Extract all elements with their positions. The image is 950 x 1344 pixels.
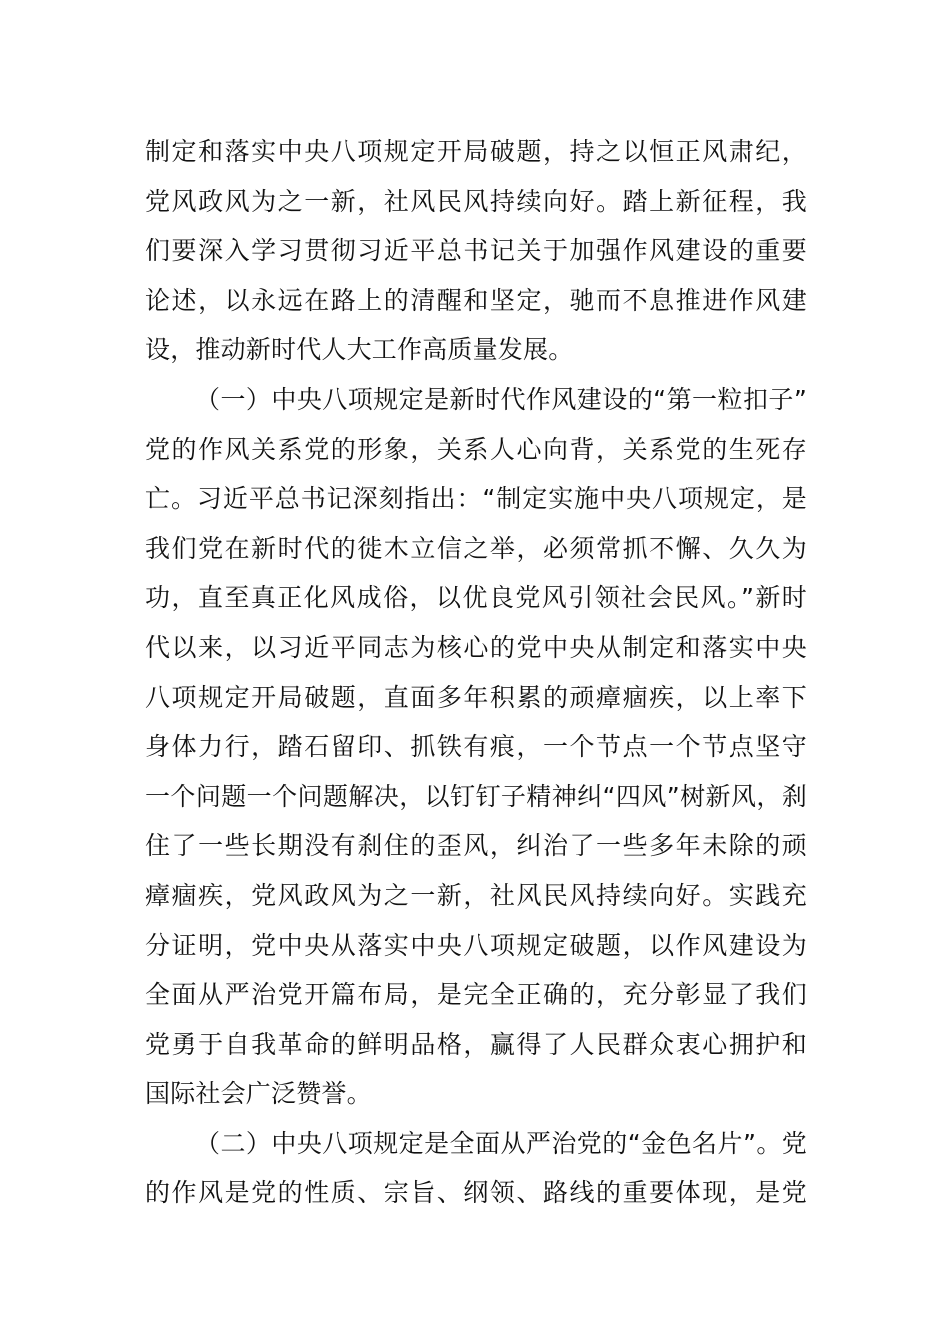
text-line: 国际社会广泛赞誉。 [145, 1079, 372, 1109]
text-line: 我们党在新时代的徙木立信之举，必须常抓不懈、久久为 [145, 533, 807, 563]
text-line: 代以来，以习近平同志为核心的党中央从制定和落实中央 [145, 632, 807, 662]
text-line: 设，推动新时代人大工作高质量发展。 [145, 335, 574, 365]
text-line: 全面从严治党开篇布局，是完全正确的，充分彰显了我们 [145, 980, 807, 1010]
text-line: 的作风是党的性质、宗旨、纲领、路线的重要体现，是党 [145, 1178, 807, 1208]
text-line: 分证明，党中央从落实中央八项规定破题，以作风建设为 [145, 930, 807, 960]
text-line: 一个问题一个问题解决，以钉钉子精神纠“四风”树新风，刹 [145, 781, 807, 811]
text-line: 亡。习近平总书记深刻指出：“制定实施中央八项规定，是 [145, 484, 807, 514]
text-line: 党勇于自我革命的鲜明品格，赢得了人民群众衷心拥护和 [145, 1029, 807, 1059]
text-line: 制定和落实中央八项规定开局破题，持之以恒正风肃纪， [145, 137, 807, 166]
text-line: 党的作风关系党的形象，关系人心向背，关系党的生死存 [145, 434, 807, 464]
text-line: 身体力行，踏石留印、抓铁有痕，一个节点一个节点坚守 [145, 732, 807, 762]
text-line: 住了一些长期没有刹住的歪风，纠治了一些多年未除的顽 [145, 831, 807, 861]
text-line: 论述，以永远在路上的清醒和坚定，驰而不息推进作风建 [145, 285, 807, 315]
section-heading-2: （二）中央八项规定是全面从严治党的“金色名片”。党 [195, 1128, 807, 1158]
text-line: 党风政风为之一新，社风民风持续向好。踏上新征程，我 [145, 186, 807, 216]
text-line: 瘴痼疾，党风政风为之一新，社风民风持续向好。实践充 [145, 880, 807, 910]
body-text [145, 127, 807, 1218]
text-line: 功，直至真正化风成俗，以优良党风引领社会民风。”新时 [145, 583, 807, 613]
text-line: 们要深入学习贯彻习近平总书记关于加强作风建设的重要 [145, 236, 807, 266]
section-heading-1: （一）中央八项规定是新时代作风建设的“第一粒扣子” [195, 384, 807, 414]
text-line: 八项规定开局破题，直面多年积累的顽瘴痼疾，以上率下 [145, 682, 807, 712]
